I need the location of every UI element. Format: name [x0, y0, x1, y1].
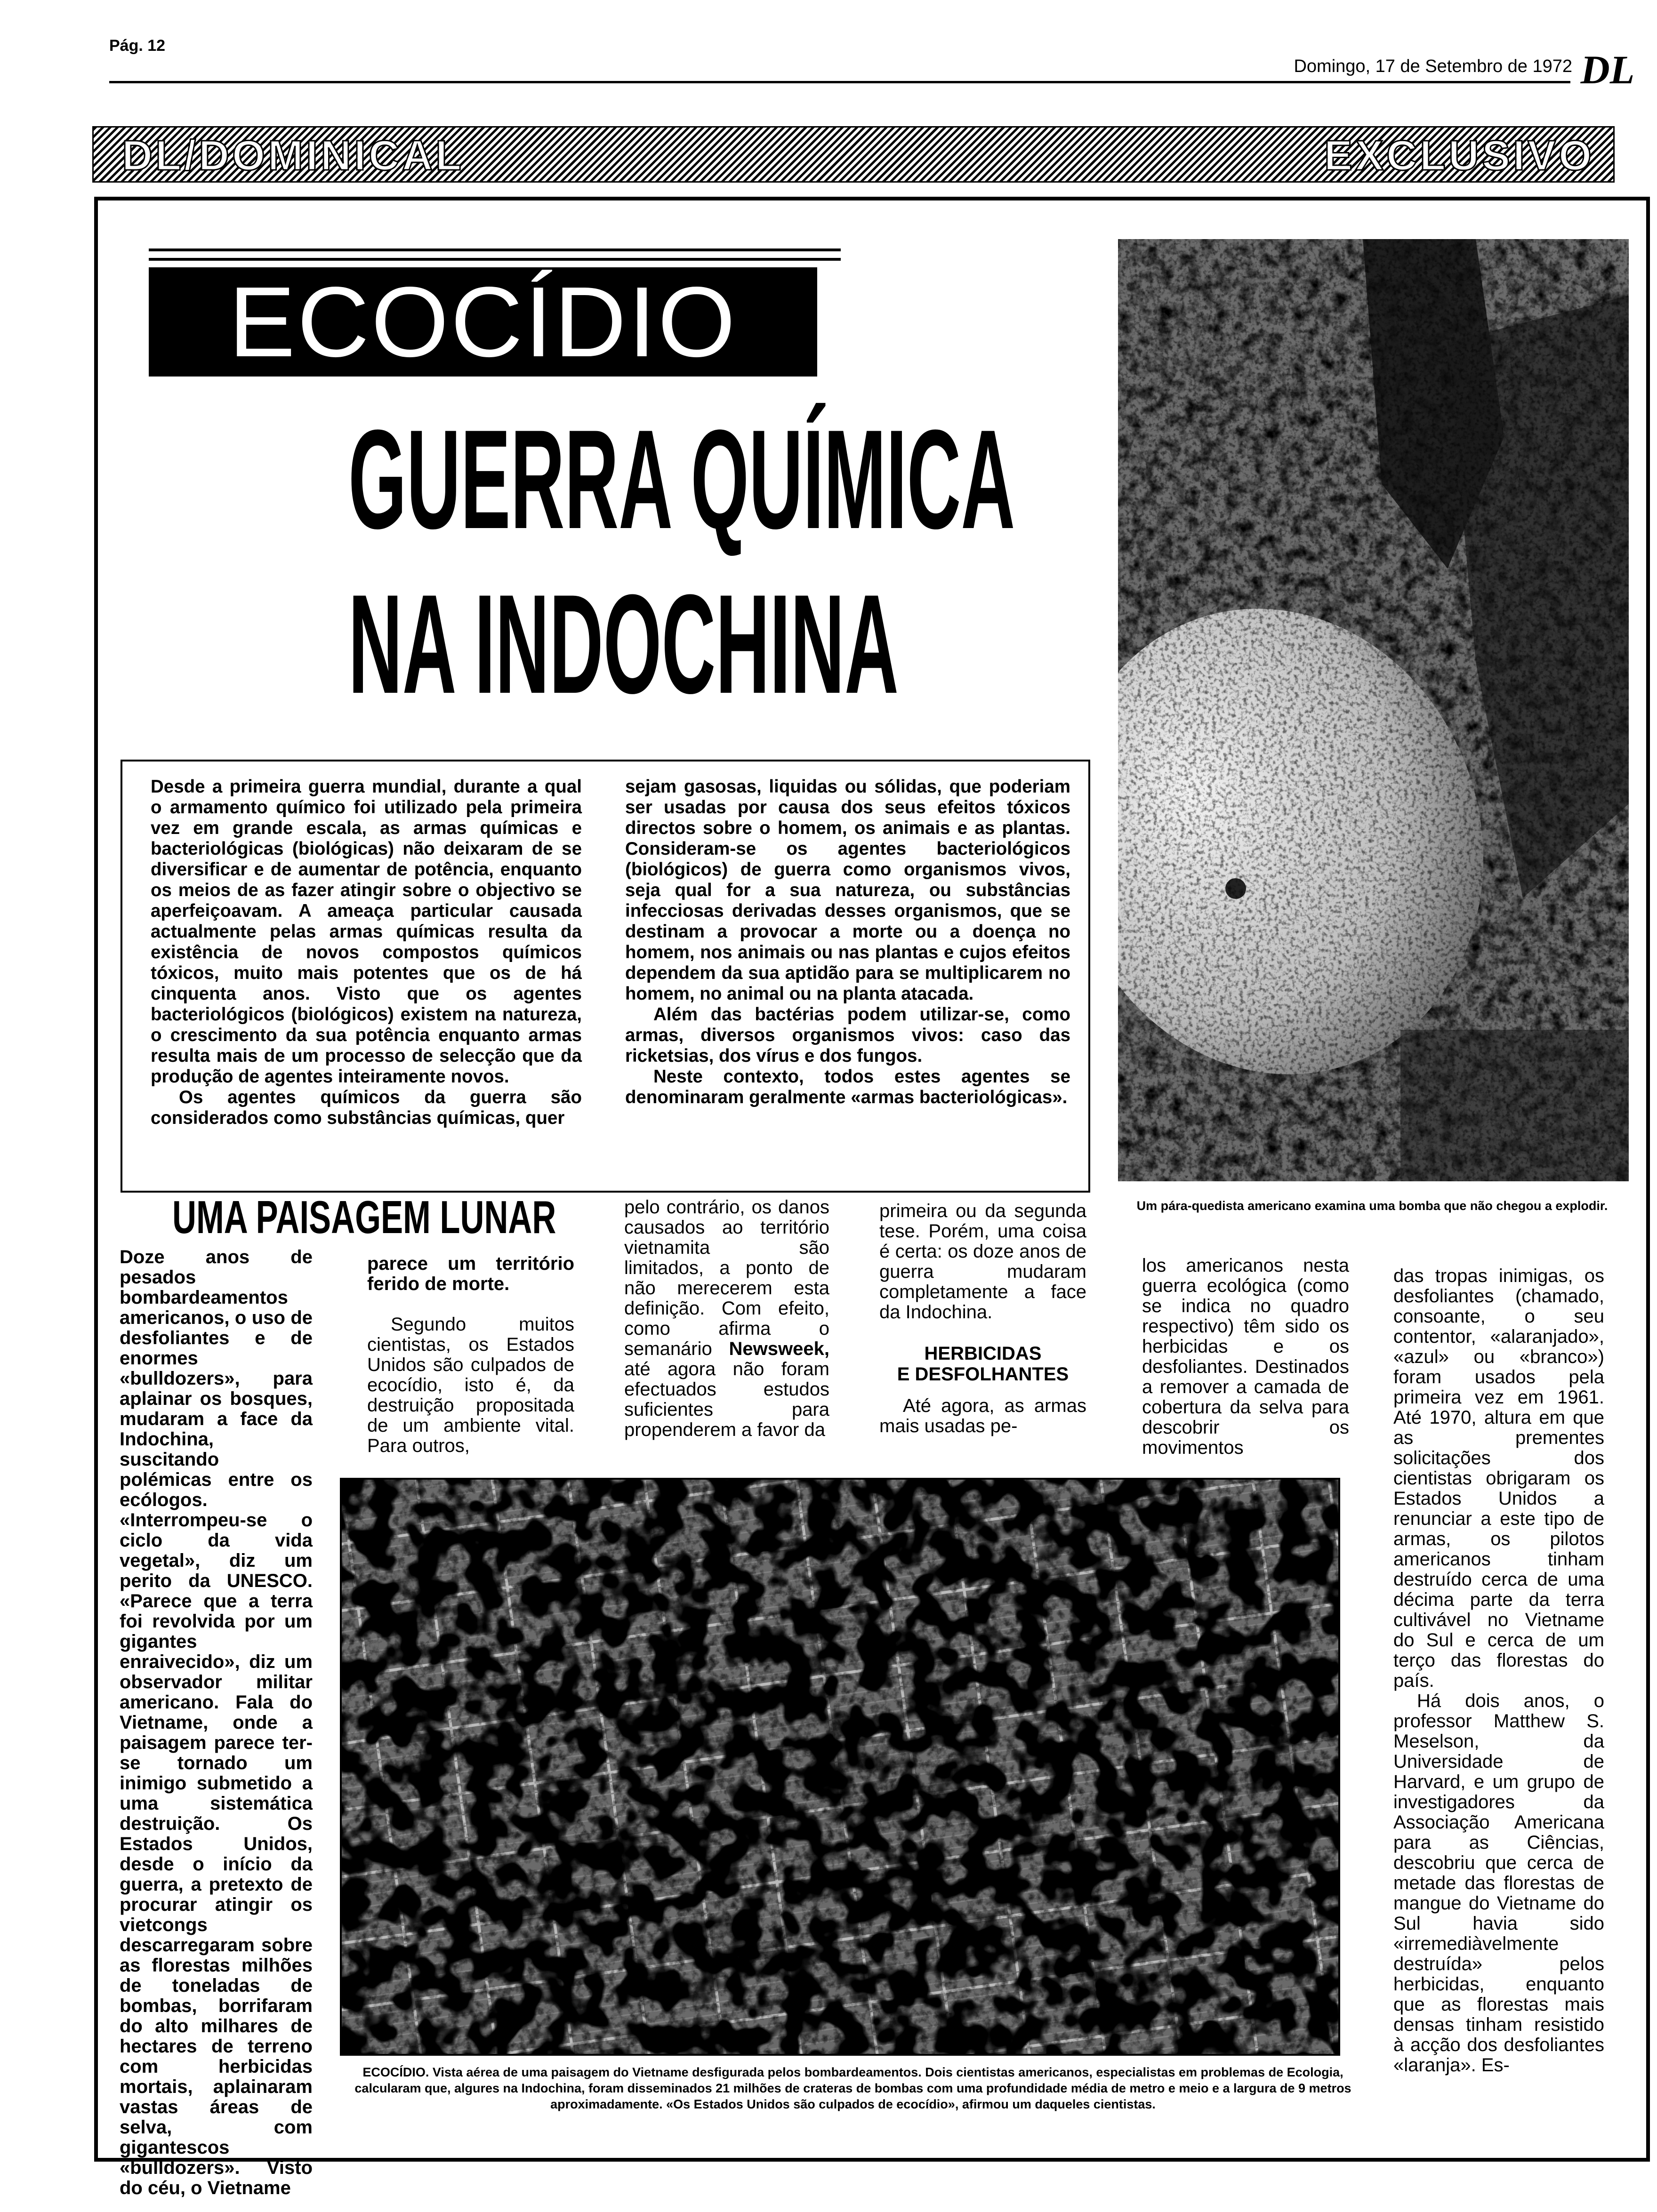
intro-paragraph: Os agentes químicos da guerra são considerados como substâncias químicas, quer — [151, 1087, 582, 1128]
article-column-1 — [120, 1247, 313, 2198]
article-column-3 — [624, 1197, 829, 1440]
article-column-2 — [367, 1254, 574, 1456]
article-paragraph: primeira ou da segunda tese. Porém, uma coisa é certa: os doze anos de guerra mudaram completamente a face da Indochina. — [879, 1201, 1086, 1322]
article-paragraph: Até agora, as armas mais usadas pe- — [879, 1395, 1086, 1436]
page-number: Pág. 12 — [109, 37, 166, 55]
intro-paragraph: sejam gasosas, liquidas ou sólidas, que poderiam ser usadas por causa dos seus efeitos tóxicos directos sobre o homem, os animais e as plantas. Consideram-se os agentes bacteriológicos (biológicos) de guerra como organismos vivos, seja qual for a sua natureza, ou substâncias infecciosas derivadas desses organismos, que se destinam a provocar a morte ou a doença no homem, nos animais ou nas plantas e cujos efeitos dependem da sua aptidão para se multiplicarem no homem, no animal ou na planta atacada. — [625, 777, 1070, 1004]
intro-column-1 — [151, 777, 582, 1129]
section-subhead: UMA PAISAGEM LUNAR — [172, 1191, 556, 1243]
intro-paragraph: Desde a primeira guerra mundial, durante a qual o armamento químico foi utilizado pela primeira vez em grande escala, as armas químicas e bacteriológicas (biológicas) não deixaram de se diversificar e de aumentar de potência, enquanto os meios de as fazer atingir sobre o objectivo se aperfeiçoavam. A ameaça particular causada actualmente pelas armas químicas resulta da existência de novos compostos químicos tóxicos, muito mais potentes que os de há cinquenta anos. Visto que os agentes bacteriológicos (biológicos) existem na natureza, o crescimento da sua potência enquanto armas resulta mais de um processo de selecção que da produção de agentes inteiramente novos. — [151, 777, 582, 1087]
article-column-4 — [879, 1201, 1086, 1436]
kicker-rule — [149, 248, 841, 251]
article-text: até agora não foram efectuados estudos suficientes para propenderem a favor da — [624, 1359, 829, 1440]
headline-line-2: NA INDOCHINA — [348, 565, 899, 723]
intro-paragraph: Além das bactérias podem utilizar-se, como armas, diversos organismos vivos: caso das ricketsias, dos vírus e dos fungos. — [625, 1004, 1070, 1066]
photo-caption-1: Um pára-quedista americano examina uma bomba que não chegou a explodir. — [1136, 1199, 1608, 1213]
article-lead: parece um território ferido de morte. — [367, 1253, 574, 1294]
headline-line-1: GUERRA QUÍMICA — [348, 400, 1015, 558]
header-rule — [109, 81, 1570, 83]
newsweek-name: Newsweek, — [729, 1338, 829, 1359]
herbicides-subhead-line: E DESFOLHANTES — [897, 1364, 1069, 1385]
paratrooper-photo — [1118, 239, 1629, 1181]
newspaper-logo: DL — [1580, 47, 1635, 92]
herbicides-subhead-line: HERBICIDAS — [924, 1343, 1042, 1364]
kicker-rule — [149, 258, 841, 261]
herbicides-subhead — [879, 1343, 1086, 1385]
intro-paragraph: Neste contexto, todos estes agentes se denominaram geralmente «armas bacteriológicas». — [625, 1066, 1070, 1107]
intro-column-2 — [625, 777, 1070, 1108]
exclusive-label: EXCLUSIVO — [1324, 132, 1594, 179]
section-label: DL/DOMINICAL — [122, 132, 464, 179]
issue-date: Domingo, 17 de Setembro de 1972 — [1294, 56, 1572, 76]
article-paragraph: Doze anos de pesados bombardeamentos americanos, o uso de desfoliantes e de enormes «bulldozers», para aplainar os bosques, mudaram a face da Indochina, suscitando polémicas entre os ecólogos. «Interrompeu-se o ciclo da vida vegetal», diz um perito da UNESCO. «Parece que a terra foi revolvida por um gigantes enraivecido», diz um observador militar americano. Fala do Vietname, onde a paisagem parece ter-se tornado um inimigo submetido a uma sistemática destruição. Os Estados Unidos, desde o início da guerra, a pretexto de procurar atingir os vietcongs descarregaram sobre as florestas milhões de toneladas de bombas, borrifaram do alto milhares de hectares de terreno com herbicidas mortais, aplainaram vastas áreas de selva, com gigantescos «bulldozers». Visto do céu, o Vietname — [120, 1247, 313, 2198]
photo-caption-2: ECOCÍDIO. Vista aérea de uma paisagem do Vietname desfigurada pelos bombardeamentos. Dois cientistas americanos, especialistas em problemas de Ecologia, calcularam que, algures na Indochina, foram disseminados 21 milhões de crateras de bombas com uma profundidade média de metro e meio e a largura de 9 metros aproximadamente. «Os Estados Unidos são culpados de ecocídio», afirmou um daqueles cientistas. — [354, 2065, 1351, 2111]
section-band — [92, 126, 1615, 183]
article-paragraph: los americanos nesta guerra ecológica (como se indica no quadro respectivo) têm sido os herbicidas e os desfoliantes. Destinados a remover a camada de cobertura da selva para descobrir os movimentos — [1142, 1255, 1349, 1458]
article-column-6 — [1393, 1266, 1604, 2076]
article-paragraph — [624, 1197, 829, 1440]
article-text: pelo contrário, os danos causados ao território vietnamita são limitados, a ponto de não merecerem esta definição. Com efeito, como afirma o semanário — [624, 1197, 829, 1359]
article-paragraph: das tropas inimigas, os desfoliantes (chamado, consoante, o seu contentor, «alaranjado», «azul» ou «branco») foram usados pela primeira vez em 1961. Até 1970, altura em que as prementes solicitações dos cientistas obrigaram os Estados Unidos a renunciar a este tipo de armas, os pilotos americanos tinham destruído cerca de uma décima parte da terra cultivável no Vietname do Sul e cerca de um terço das florestas do país. — [1393, 1266, 1604, 1691]
kicker-title: ECOCÍDIO — [149, 267, 817, 377]
article-column-5 — [1142, 1256, 1349, 1458]
aerial-crater-photo — [340, 1478, 1340, 2056]
article-paragraph: Segundo muitos cientistas, os Estados Unidos são culpados de ecocídio, isto é, da destruição propositada de um ambiente vital. Para outros, — [367, 1314, 574, 1456]
article-paragraph: Há dois anos, o professor Matthew S. Meselson, da Universidade de Harvard, e um grupo de investigadores da Associação Americana para as Ciências, descobriu que cerca de metade das florestas de mangue do Vietname do Sul havia sido «irremediàvelmente destruída» pelos herbicidas, enquanto que as florestas mais densas tinham resistido à acção dos desfoliantes «laranja». Es- — [1393, 1691, 1604, 2076]
